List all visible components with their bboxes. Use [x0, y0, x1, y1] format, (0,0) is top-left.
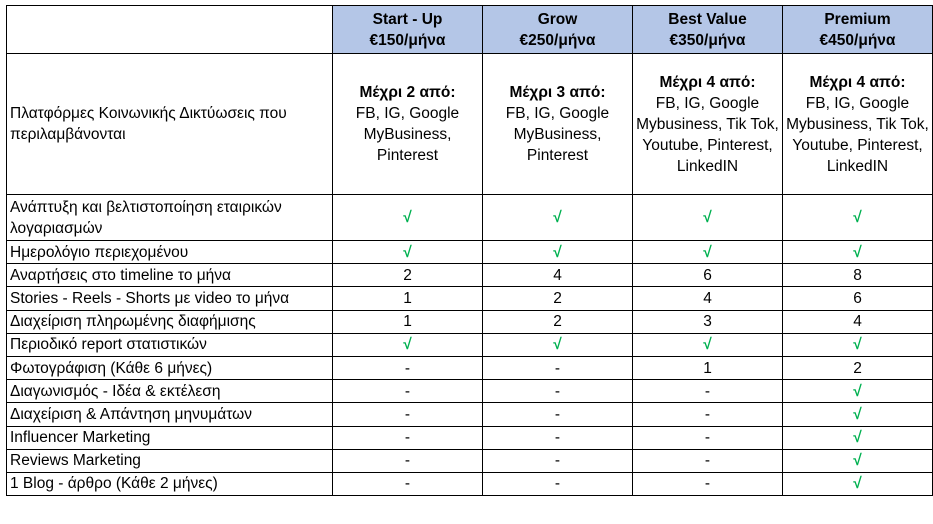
platforms-limit: Μέχρι 4 από: — [809, 73, 906, 91]
platforms-cell-grow — [483, 54, 633, 195]
feature-value: 3 — [633, 310, 783, 333]
platforms-cell-startup — [333, 54, 483, 195]
feature-value: 4 — [483, 264, 633, 287]
check-icon: √ — [783, 426, 933, 449]
feature-value: 4 — [633, 287, 783, 310]
check-icon: √ — [783, 333, 933, 356]
check-icon: √ — [783, 241, 933, 264]
feature-label: Περιοδικό report στατιστικών — [7, 333, 333, 356]
feature-value: - — [633, 449, 783, 472]
feature-value: - — [333, 380, 483, 403]
feature-label: Ανάπτυξη και βελτιστοποίηση εταιρικών λογαριασμών — [7, 195, 333, 241]
feature-value: - — [333, 472, 483, 495]
feature-row — [7, 287, 933, 310]
feature-value: 4 — [783, 310, 933, 333]
feature-value: 2 — [333, 264, 483, 287]
feature-value: - — [483, 472, 633, 495]
plan-price: €250/μήνα — [519, 31, 596, 49]
feature-label: Διαχείριση πληρωμένης διαφήμισης — [7, 310, 333, 333]
check-icon: √ — [633, 241, 783, 264]
feature-value: - — [483, 403, 633, 426]
feature-row — [7, 264, 933, 287]
feature-label: 1 Blog - άρθρο (Κάθε 2 μήνες) — [7, 472, 333, 495]
platforms-limit: Μέχρι 4 από: — [659, 73, 756, 91]
feature-value: 6 — [633, 264, 783, 287]
feature-value: - — [633, 426, 783, 449]
feature-label: Αναρτήσεις στο timeline το μήνα — [7, 264, 333, 287]
feature-value: - — [333, 356, 483, 379]
check-icon: √ — [783, 380, 933, 403]
platforms-label: Πλατφόρμες Κοινωνικής Δικτύωσεις που περιλαμβάνονται — [7, 54, 333, 195]
plan-header-premium — [783, 6, 933, 54]
feature-value: 2 — [483, 310, 633, 333]
feature-value: 1 — [633, 356, 783, 379]
feature-value: 1 — [333, 310, 483, 333]
feature-value: - — [633, 403, 783, 426]
plan-header-best-value — [633, 6, 783, 54]
feature-value: - — [483, 426, 633, 449]
check-icon: √ — [633, 333, 783, 356]
check-icon: √ — [783, 195, 933, 241]
feature-row — [7, 241, 933, 264]
feature-value: 6 — [783, 287, 933, 310]
check-icon: √ — [783, 403, 933, 426]
empty-corner-cell — [7, 6, 333, 54]
feature-row — [7, 403, 933, 426]
check-icon: √ — [483, 195, 633, 241]
check-icon: √ — [333, 195, 483, 241]
feature-value: - — [333, 449, 483, 472]
plan-name: Grow — [537, 10, 578, 28]
feature-row — [7, 195, 933, 241]
feature-row — [7, 356, 933, 379]
platforms-list: FB, IG, Google MyBusiness, Pinterest — [355, 105, 460, 164]
platforms-row — [7, 54, 933, 195]
feature-label: Διαχείριση & Απάντηση μηνυμάτων — [7, 403, 333, 426]
feature-value: 2 — [483, 287, 633, 310]
feature-value: - — [333, 403, 483, 426]
check-icon: √ — [333, 241, 483, 264]
plan-header-startup — [333, 6, 483, 54]
feature-row — [7, 449, 933, 472]
feature-row — [7, 426, 933, 449]
platforms-limit: Μέχρι 2 από: — [359, 84, 456, 101]
feature-row — [7, 380, 933, 403]
plan-price: €150/μήνα — [369, 31, 446, 49]
check-icon: √ — [783, 449, 933, 472]
platforms-cell-best-value — [633, 54, 783, 195]
platforms-list: FB, IG, Google Mybusiness, Tik Tok, Youtube, Pinterest, LinkedIN — [786, 94, 929, 175]
feature-value: - — [483, 449, 633, 472]
feature-value: - — [633, 380, 783, 403]
plan-price: €450/μήνα — [819, 31, 896, 49]
feature-value: - — [633, 472, 783, 495]
feature-value: 1 — [333, 287, 483, 310]
platforms-limit: Μέχρι 3 από: — [509, 84, 606, 101]
feature-row — [7, 472, 933, 495]
plan-header-row — [7, 6, 933, 54]
feature-value: - — [333, 426, 483, 449]
platforms-cell-premium — [783, 54, 933, 195]
feature-label: Stories - Reels - Shorts με video το μήνα — [7, 287, 333, 310]
check-icon: √ — [783, 472, 933, 495]
plan-name: Premium — [824, 10, 891, 28]
feature-label: Διαγωνισμός - Ιδέα & εκτέλεση — [7, 380, 333, 403]
platforms-list: FB, IG, Google Mybusiness, Tik Tok, Youtube, Pinterest, LinkedIN — [636, 94, 779, 175]
plan-price: €350/μήνα — [669, 31, 746, 49]
feature-value: - — [483, 380, 633, 403]
feature-label: Ημερολόγιο περιεχομένου — [7, 241, 333, 264]
check-icon: √ — [333, 333, 483, 356]
platforms-list: FB, IG, Google MyBusiness, Pinterest — [505, 105, 610, 164]
feature-label: Influencer Marketing — [7, 426, 333, 449]
check-icon: √ — [633, 195, 783, 241]
feature-value: 8 — [783, 264, 933, 287]
feature-label: Reviews Marketing — [7, 449, 333, 472]
pricing-table — [6, 5, 933, 496]
check-icon: √ — [483, 241, 633, 264]
feature-label: Φωτογράφιση (Κάθε 6 μήνες) — [7, 356, 333, 379]
feature-value: - — [483, 356, 633, 379]
feature-row — [7, 310, 933, 333]
feature-row — [7, 333, 933, 356]
plan-name: Start - Up — [372, 10, 443, 28]
plan-name: Best Value — [668, 10, 747, 28]
plan-header-grow — [483, 6, 633, 54]
feature-value: 2 — [783, 356, 933, 379]
check-icon: √ — [483, 333, 633, 356]
